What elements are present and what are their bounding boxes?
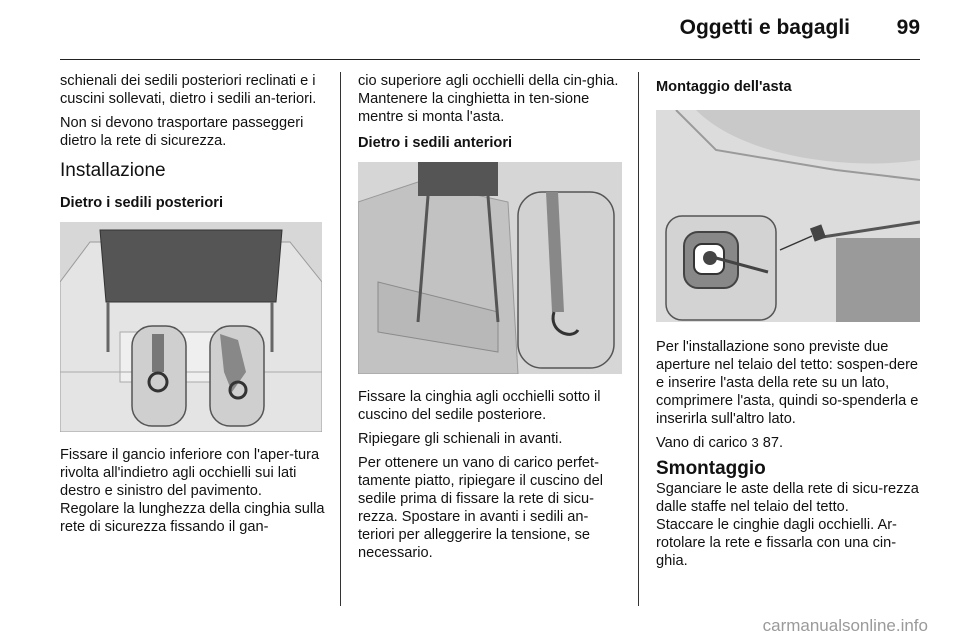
paragraph: Regolare la lunghezza della cinghia sulla rete di sicurezza fissando il gan- bbox=[60, 501, 325, 535]
heading-smontaggio: Smontaggio bbox=[656, 458, 766, 479]
paragraph: cio superiore agli occhielli della cin-ghia. Mantenere la cinghietta in ten-sione mentre si monta l'asta. bbox=[358, 73, 619, 125]
paragraph: Ripiegare gli schienali in avanti. bbox=[358, 431, 563, 447]
paragraph: Per l'installazione sono previste due aperture nel telaio del tetto: sospen-dere e inserire l'asta della rete su un lato, comprimere l'asta, quindi so-spenderla e inserirla sull'altro lato. bbox=[656, 339, 919, 427]
paragraph: Fissare la cinghia agli occhielli sotto il cuscino del sedile posteriore. bbox=[358, 389, 601, 423]
subheading-dietro-sedili-anteriori: Dietro i sedili anteriori bbox=[358, 135, 513, 151]
figure-front-seat-net bbox=[358, 162, 622, 374]
paragraph: Non si devono trasportare passeggeri dietro la rete di sicurezza. bbox=[60, 115, 304, 149]
paragraph: Staccare le cinghie dagli occhielli. Ar-rotolare la rete e fissarla con una cin-ghia. bbox=[656, 517, 897, 569]
cross-reference-text: Vano di carico bbox=[656, 435, 748, 451]
paragraph: schienali dei sedili posteriori reclinati e i cuscini sollevati, dietro i sedili an-teriori. bbox=[60, 73, 317, 107]
paragraph: Sganciare le aste della rete di sicu-rezza dalle staffe nel telaio del tetto. bbox=[656, 481, 919, 515]
page-number: 99 bbox=[896, 16, 920, 39]
header-rule bbox=[60, 59, 920, 60]
column-2 bbox=[358, 72, 624, 568]
heading-installazione: Installazione bbox=[60, 160, 166, 181]
column-3 bbox=[656, 72, 920, 576]
watermark: carmanualsonline.info bbox=[762, 616, 928, 635]
subheading-dietro-sedili-posteriori: Dietro i sedili posteriori bbox=[60, 195, 223, 211]
column-1 bbox=[60, 72, 326, 542]
paragraph: Fissare il gancio inferiore con l'aper-tura rivolta all'indietro agli occhielli sui lati destro e sinistro del pavimento. bbox=[60, 447, 320, 499]
section-title: Oggetti e bagagli bbox=[679, 16, 850, 39]
subheading-montaggio-asta: Montaggio dell'asta bbox=[656, 79, 792, 95]
page-reference-number[interactable]: 87. bbox=[762, 435, 784, 451]
column-divider-1 bbox=[340, 72, 341, 606]
paragraph-cross-reference bbox=[656, 434, 920, 452]
column-divider-2 bbox=[638, 72, 639, 606]
paragraph: Per ottenere un vano di carico perfet-tamente piatto, ripiegare il cuscino del sedile prima di fissare la rete di sicu-rezza. Spostare in avanti i sedili an-teriori per alleggerire la tensione, se necessario. bbox=[358, 455, 603, 561]
figure-rear-seat-net bbox=[60, 222, 322, 432]
figure-rod-mounting bbox=[656, 110, 920, 322]
page-reference-icon: 3 bbox=[751, 435, 759, 450]
